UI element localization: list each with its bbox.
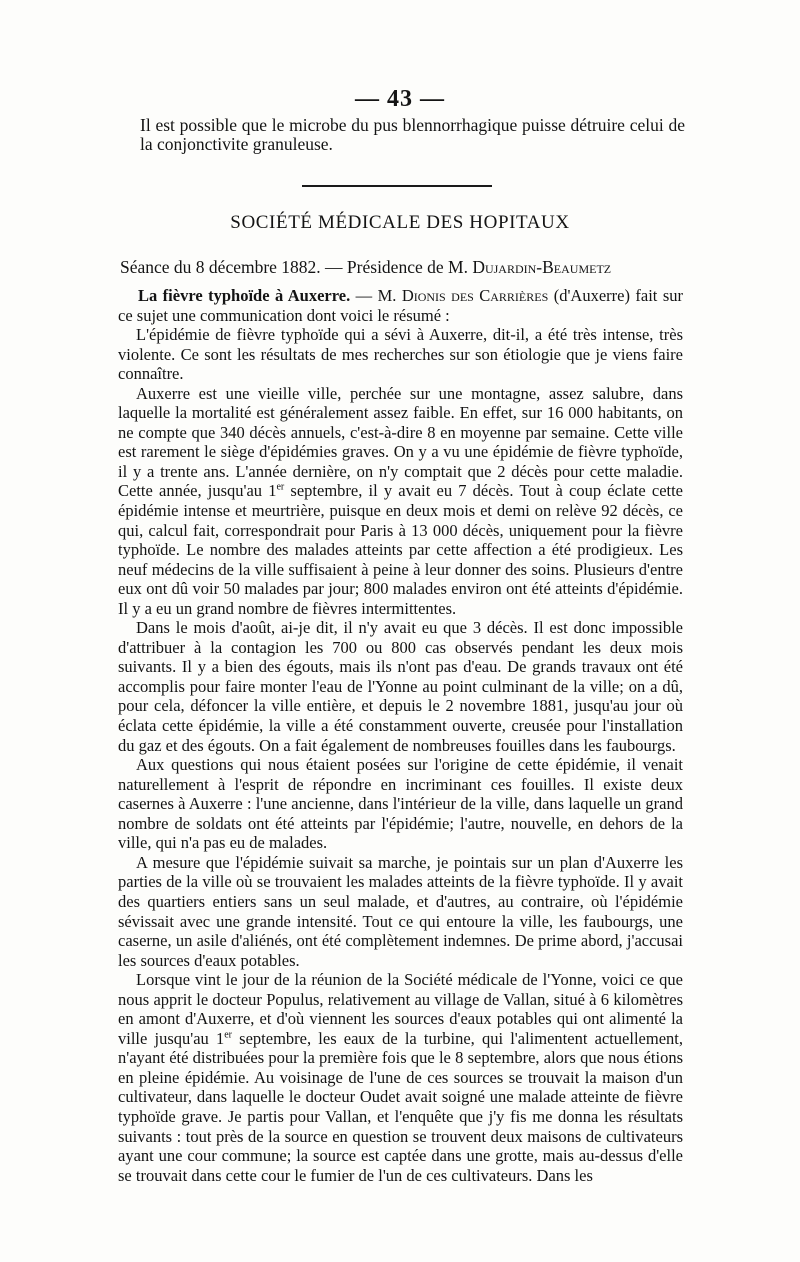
paragraph: Aux questions qui nous étaient posées sur l'origine de cette épidémie, il venait naturellement à l'esprit de répondre en incriminant ces fouilles. Il existe deux casernes à Auxerre : l'une ancienne, dans l'intérieur de la ville, dans laquelle un grand nombre de soldats ont été atteints par l'épidémie; l'autre, nouvelle, en dehors de la ville, qui n'a pas eu de malades. <box>118 755 683 853</box>
seance-prefix: Séance du 8 décembre 1882. — Présidence de M. <box>120 257 473 277</box>
article-lead-paragraph <box>118 286 683 325</box>
article-intro: (d'Auxerre) fait sur ce sujet une communication dont voici le résumé : <box>118 286 683 325</box>
paragraph: L'épidémie de fièvre typhoïde qui a sévi à Auxerre, dit-il, a été très intense, très violente. Ce sont les résultats de mes recherches sur son étiologie que je viens faire connaître. <box>118 325 683 384</box>
article-body <box>118 286 683 1185</box>
intro-paragraph: Il est possible que le microbe du pus blennorrhagique puisse détruire celui de la conjonctivite granuleuse. <box>140 115 685 154</box>
section-title: SOCIÉTÉ MÉDICALE DES HOPITAUX <box>230 212 570 233</box>
paragraph: A mesure que l'épidémie suivait sa marche, je pointais sur un plan d'Auxerre les parties de la ville où se trouvaient les malades atteints de la fièvre typhoïde. Il y avait des quartiers entiers sans un seul malade, et d'autres, au contraire, où l'épidémie sévissait avec une grande intensité. Tout ce qui entoure la ville, les faubourgs, une caserne, un asile d'aliénés, ont été complètement indemnes. De prime abord, j'accusai les sources d'eaux potables. <box>118 852 683 970</box>
article-author: Dionis des Carrières <box>401 286 549 305</box>
paragraph: Lorsque vint le jour de la réunion de la Société médicale de l'Yonne, voici ce que nous apprit le docteur Populus, relativement au village de Vallan, situé à 6 kilomètres en amont d'Auxerre, et d'où viennent les sources d'eaux potables qui ont alimenté la ville jusqu'au 1er septembre, les eaux de la turbine, qui l'alimentent actuellement, n'ayant été distribuées pour la première fois que le 8 septembre, alors que nous étions en pleine épidémie. Au voisinage de l'une de ces sources se trouvait la maison d'un cultivateur, dans laquelle le docteur Oudet avait soigné une malade atteinte de fièvre typhoïde grave. Je partis pour Vallan, et l'enquête que j'y fis me donna les résultats suivants : tout près de la source en question se trouvent deux maisons de cultivateurs ayant une cour commune; la source est captée dans une grotte, mais au-dessus d'elle se trouvait dans cette cour le fumier de l'un de ces cultivateurs. Dans les <box>118 970 683 1185</box>
seance-line <box>120 257 680 278</box>
article-heading: La fièvre typhoïde à Auxerre. <box>138 286 351 305</box>
president-name: Dujardin-Beaumetz <box>472 257 612 277</box>
heading-dash: — M. <box>350 286 402 305</box>
page-number: — 43 — <box>355 86 445 112</box>
paragraph: Dans le mois d'août, ai-je dit, il n'y avait eu que 3 décès. Il est donc impossible d'attribuer à la contagion les 700 ou 800 cas observés pendant les deux mois suivants. Il y a bien des égouts, mais ils n'ont pas d'eau. De grands travaux ont été accomplis pour faire monter l'eau de l'Yonne au point culminant de la ville; on a dû, pour cela, défoncer la ville entière, et depuis le 2 novembre 1881, jusqu'au jour où éclata cette épidémie, la ville a été constamment ouverte, creusée pour l'installation du gaz et des égouts. On a fait également de nombreuses fouilles dans les faubourgs. <box>118 618 683 755</box>
paragraph: Auxerre est une vieille ville, perchée sur une montagne, assez salubre, dans laquelle la mortalité est généralement assez faible. En effet, sur 16 000 habitants, on ne compte que 340 décès annuels, c'est-à-dire 8 en moyenne par semaine. Cette ville est rarement le siège d'épidémies graves. On y a vu une épidémie de fièvre typhoïde, il y a trente ans. L'année dernière, on n'y comptait que 2 décès pour cette maladie. Cette année, jusqu'au 1er septembre, il y avait eu 7 décès. Tout à coup éclate cette épidémie intense et meurtrière, puisque en deux mois et demi on relève 92 décès, ce qui, calcul fait, correspondrait pour Paris à 13 000 décès, uniquement pour la fièvre typhoïde. Le nombre des malades atteints par cette affection a été prodigieux. Les neuf médecins de la ville suffisaient à peine à leur donner des soins. Plusieurs d'entre eux ont dû voir 50 malades par jour; 800 malades environ ont été atteints d'épidémie. Il y a eu un grand nombre de fièvres intermittentes. <box>118 383 684 618</box>
section-divider <box>302 185 492 187</box>
